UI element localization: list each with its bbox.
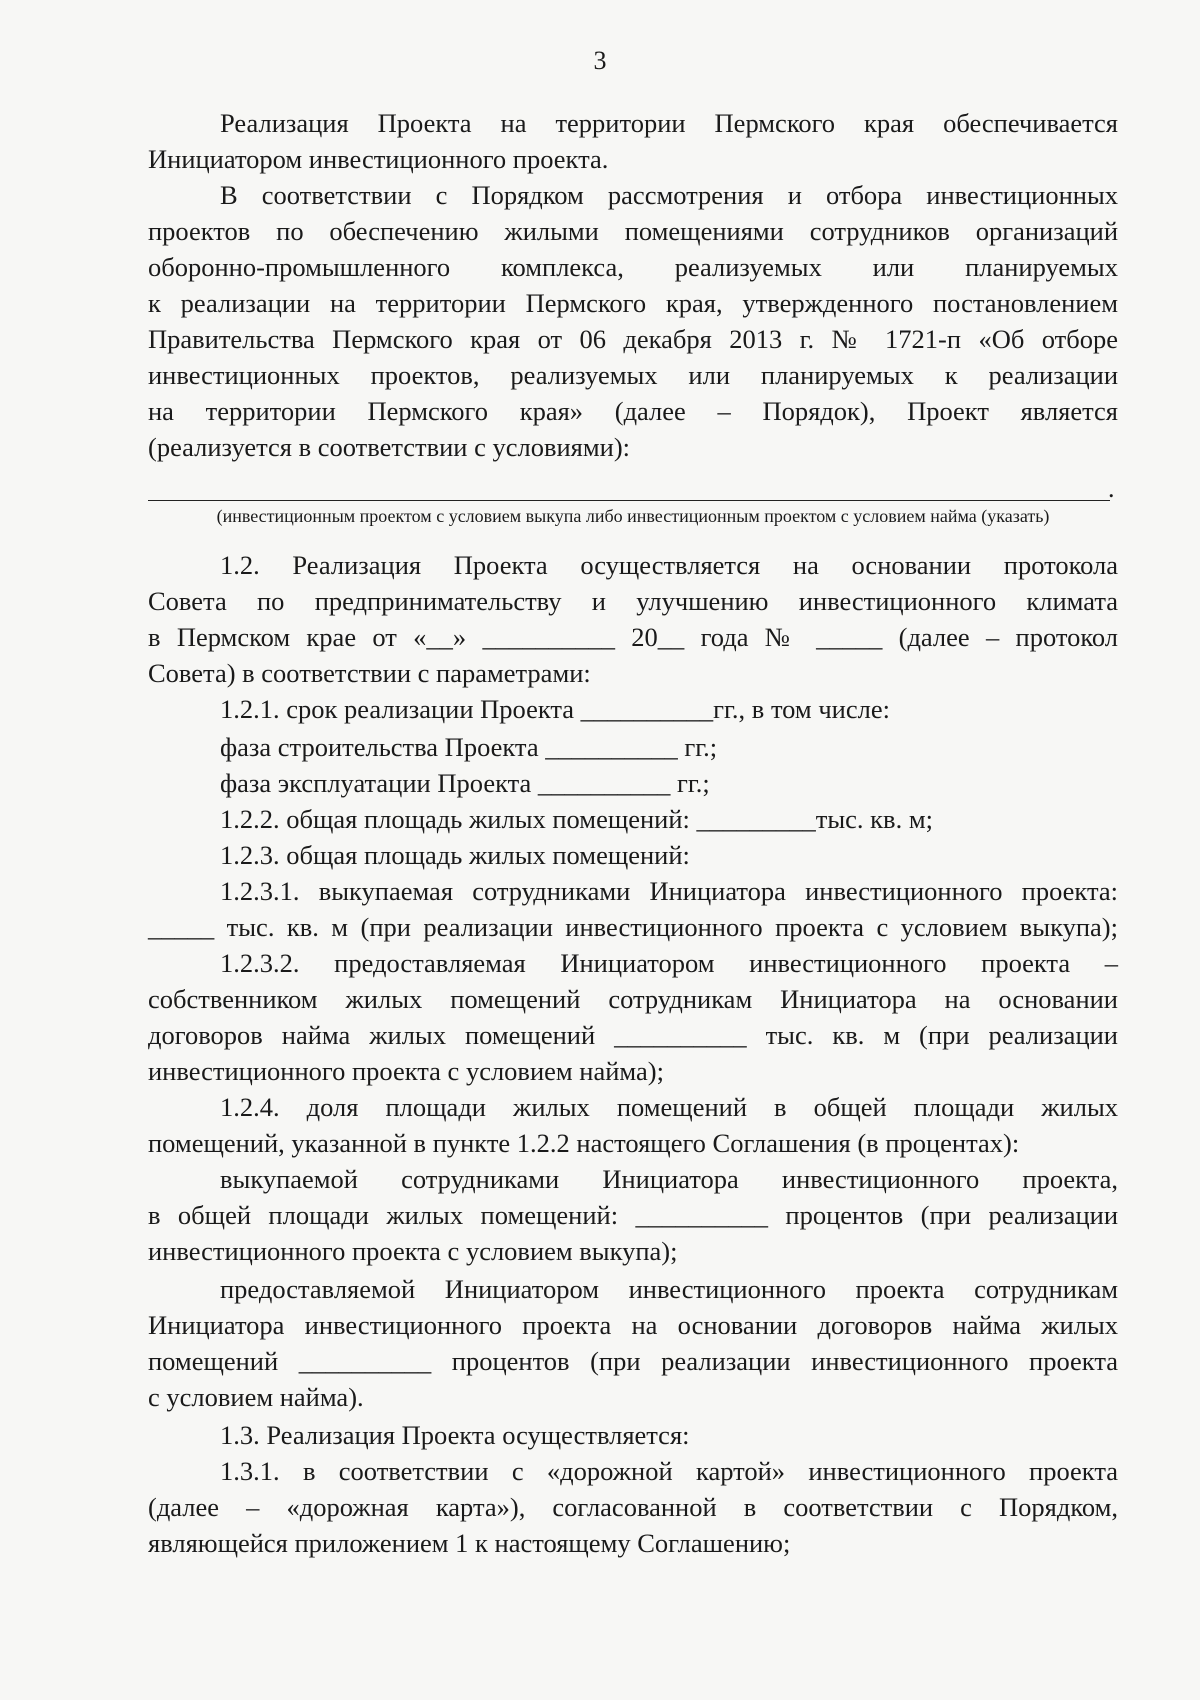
paragraph-line: 1.2.3.2. предоставляемая Инициатором инвестиционного проекта – [220, 948, 1118, 978]
paragraph-line: собственником жилых помещений сотрудникам Инициатора на основании [148, 984, 1118, 1014]
fill-in-blank-line [148, 470, 1110, 501]
paragraph-line: инвестиционного проекта с условием выкупа); [148, 1236, 678, 1266]
paragraph-line: инвестиционных проектов, реализуемых или планируемых к реализации [148, 360, 1118, 390]
paragraph-line: на территории Пермского края» (далее – Порядок), Проект является [148, 396, 1118, 426]
paragraph-line: инвестиционного проекта с условием найма); [148, 1056, 664, 1086]
blank-caption: (инвестиционным проектом с условием выкупа либо инвестиционным проектом с условием найма (указать) [216, 506, 1050, 526]
paragraph-line: предоставляемой Инициатором инвестиционного проекта сотрудникам [220, 1274, 1118, 1304]
paragraph-line: помещений, указанной в пункте 1.2.2 настоящего Соглашения (в процентах): [148, 1128, 1020, 1158]
paragraph-line: Инициатором инвестиционного проекта. [148, 144, 609, 174]
paragraph-line: фаза эксплуатации Проекта __________ гг.; [220, 768, 710, 798]
paragraph-line: (реализуется в соответствии с условиями): [148, 432, 631, 462]
paragraph-line: Инициатора инвестиционного проекта на основании договоров найма жилых [148, 1310, 1118, 1340]
paragraph-line: (далее – «дорожная карта»), согласованной в соответствии с Порядком, [148, 1492, 1118, 1522]
paragraph-line: договоров найма жилых помещений __________ тыс. кв. м (при реализации [148, 1020, 1118, 1050]
paragraph-line: помещений __________ процентов (при реализации инвестиционного проекта [148, 1346, 1118, 1376]
paragraph-line: Совета по предпринимательству и улучшению инвестиционного климата [148, 586, 1118, 616]
paragraph-line: фаза строительства Проекта __________ гг.; [220, 732, 718, 762]
paragraph-line: 1.3.1. в соответствии с «дорожной картой» инвестиционного проекта [220, 1456, 1118, 1486]
paragraph-line: являющейся приложением 1 к настоящему Соглашению; [148, 1528, 791, 1558]
paragraph-line: 1.2. Реализация Проекта осуществляется на основании протокола [220, 550, 1118, 580]
paragraph-line: 1.2.3.1. выкупаемая сотрудниками Инициатора инвестиционного проекта: [220, 876, 1118, 906]
paragraph-line: Правительства Пермского края от 06 декабря 2013 г. № 1721-п «Об отборе [148, 324, 1118, 354]
paragraph-line: 1.2.4. доля площади жилых помещений в общей площади жилых [220, 1092, 1118, 1122]
paragraph-line: к реализации на территории Пермского края, утвержденного постановлением [148, 288, 1118, 318]
paragraph-line: 1.2.3. общая площадь жилых помещений: [220, 840, 690, 870]
paragraph-line: с условием найма). [148, 1382, 364, 1412]
paragraph-line: в Пермском крае от «__» __________ 20__ года № _____ (далее – протокол [148, 622, 1118, 652]
paragraph-line: проектов по обеспечению жилыми помещениями сотрудников организаций [148, 216, 1118, 246]
paragraph-line: 1.3. Реализация Проекта осуществляется: [220, 1420, 690, 1450]
paragraph-line: оборонно-промышленного комплекса, реализуемых или планируемых [148, 252, 1118, 282]
paragraph-line: В соответствии с Порядком рассмотрения и отбора инвестиционных [220, 180, 1118, 210]
paragraph-line: в общей площади жилых помещений: __________ процентов (при реализации [148, 1200, 1118, 1230]
paragraph-line: 1.2.1. срок реализации Проекта __________гг., в том числе: [220, 694, 890, 724]
blank-line-period: . [1108, 474, 1115, 503]
page-number: 3 [593, 46, 607, 75]
paragraph-line: _____ тыс. кв. м (при реализации инвестиционного проекта с условием выкупа); [148, 912, 1118, 942]
paragraph-line: 1.2.2. общая площадь жилых помещений: _________тыс. кв. м; [220, 804, 933, 834]
paragraph-line: Реализация Проекта на территории Пермского края обеспечивается [220, 108, 1118, 138]
paragraph-line: Совета) в соответствии с параметрами: [148, 658, 591, 688]
paragraph-line: выкупаемой сотрудниками Инициатора инвестиционного проекта, [220, 1164, 1118, 1194]
